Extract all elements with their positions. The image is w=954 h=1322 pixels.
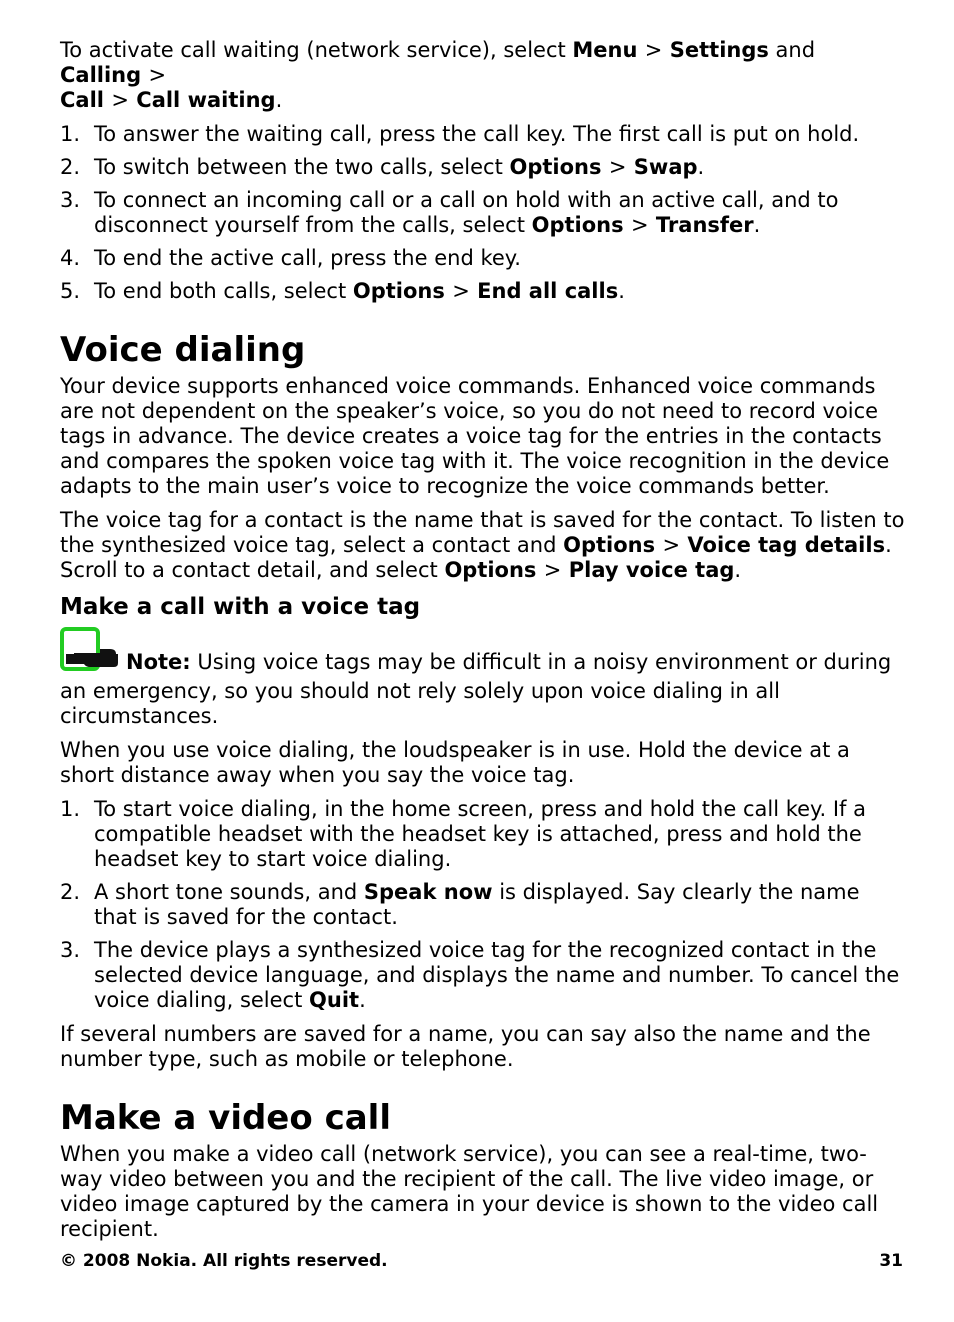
menu-separator: > — [662, 533, 681, 557]
step-number: 2. — [60, 155, 81, 179]
options-term: Options — [563, 533, 656, 557]
copyright: © 2008 Nokia. All rights reserved. — [60, 1251, 388, 1271]
play-voice-tag-term: Play voice tag — [568, 558, 735, 582]
list-item — [60, 246, 906, 271]
menu-separator: > — [148, 63, 167, 87]
voice-dialing-heading: Voice dialing — [60, 330, 306, 370]
list-item — [60, 279, 906, 304]
period: . — [618, 279, 625, 303]
period: . — [753, 213, 761, 237]
paragraph-text: . Scroll to a contact detail, and select — [60, 533, 892, 582]
intro-text: To activate call waiting (network service), select — [60, 38, 573, 62]
menu-separator: > — [543, 558, 562, 582]
step-text: To answer the waiting call, press the call key. The first call is put on hold. — [94, 122, 860, 146]
call-term: Call — [60, 88, 104, 112]
step-number: 1. — [60, 797, 81, 821]
period: . — [697, 155, 705, 179]
call-waiting-intro — [60, 38, 906, 113]
voice-dialing-steps — [60, 797, 906, 1013]
video-call-heading: Make a video call — [60, 1098, 391, 1138]
and-text: and — [768, 38, 816, 62]
note-text: Using voice tags may be difficult in a noisy environment or during an emergency, so you should not rely solely upon voice dialing in all circumstances. — [60, 650, 892, 728]
step-text: To start voice dialing, in the home screen, press and hold the call key. If a compatible headset with the headset key is attached, press and hold the headset key to start voice dialing. — [94, 797, 866, 871]
quit-term: Quit — [309, 988, 360, 1012]
swap-term: Swap — [633, 155, 698, 179]
step-text: To switch between the two calls, select — [94, 155, 510, 179]
page-footer — [60, 1249, 903, 1274]
note-hand-icon-graphic — [60, 627, 122, 673]
menu-separator: > — [111, 88, 129, 112]
voice-tag-paragraph — [60, 508, 906, 583]
step-text: is displayed. Say clearly the name that is saved for the contact. — [94, 880, 860, 929]
list-item — [60, 188, 906, 238]
menu-separator: > — [644, 38, 663, 62]
step-text: The device plays a synthesized voice tag for the recognized contact in the selected device language, and displays the name and number. To cancel the voice dialing, select — [94, 938, 900, 1012]
note-hand-icon — [60, 627, 122, 679]
menu-separator: > — [452, 279, 470, 303]
step-number: 1. — [60, 122, 81, 146]
video-call-paragraph: When you make a video call (network service), you can see a real-time, two-way video between you and the recipient of the call. The live video image, or video image captured by the camera in your device is shown to the video call recipient. — [60, 1142, 879, 1241]
loudspeaker-paragraph: When you use voice dialing, the loudspeaker is in use. Hold the device at a short distance away when you say the voice tag. — [60, 738, 850, 787]
list-item — [60, 880, 906, 930]
transfer-term: Transfer — [655, 213, 754, 237]
step-text: To connect an incoming call or a call on hold with an active call, and to disconnect yourself from the calls, select — [94, 188, 839, 237]
period: . — [275, 88, 283, 112]
period: . — [359, 988, 366, 1012]
voice-dialing-paragraph: Your device supports enhanced voice commands. Enhanced voice commands are not dependent on the speaker’s voice, so you do not need to record voice tags in advance. The device creates a voice tag for the entries in the contacts and compares the spoken voice tag with it. The voice recognition in the device adapts to the main user’s voice to recognize the voice commands better. — [60, 374, 890, 498]
calling-term: Calling — [60, 63, 142, 87]
call-waiting-term: Call waiting — [136, 88, 276, 112]
step-number: 3. — [60, 188, 81, 212]
manual-page — [60, 38, 906, 1251]
step-text: To end the active call, press the end key. — [94, 246, 521, 270]
list-item — [60, 938, 906, 1013]
note-block — [60, 627, 906, 729]
step-number: 3. — [60, 938, 81, 962]
step-text: A short tone sounds, and — [94, 880, 364, 904]
page-number: 31 — [879, 1251, 903, 1271]
options-term: Options — [352, 279, 445, 303]
list-item — [60, 797, 906, 872]
step-number: 5. — [60, 279, 81, 303]
menu-separator: > — [608, 155, 627, 179]
settings-term: Settings — [669, 38, 769, 62]
menu-term: Menu — [572, 38, 638, 62]
voice-tag-subheading: Make a call with a voice tag — [60, 594, 421, 620]
options-term: Options — [444, 558, 537, 582]
period: . — [734, 558, 742, 582]
voice-tag-details-term: Voice tag details — [687, 533, 886, 557]
speak-now-term: Speak now — [363, 880, 493, 904]
options-term: Options — [531, 213, 624, 237]
step-text: To end both calls, select — [94, 279, 353, 303]
end-all-calls-term: End all calls — [477, 279, 619, 303]
list-item — [60, 155, 906, 180]
step-number: 2. — [60, 880, 81, 904]
menu-separator: > — [630, 213, 649, 237]
list-item — [60, 122, 906, 147]
note-label: Note: — [126, 650, 191, 674]
paragraph-text: The voice tag for a contact is the name that is saved for the contact. To listen to the synthesized voice tag, select a contact and — [60, 508, 905, 557]
step-number: 4. — [60, 246, 81, 270]
options-term: Options — [509, 155, 602, 179]
number-type-paragraph: If several numbers are saved for a name, you can say also the name and the number type, such as mobile or telephone. — [60, 1022, 871, 1071]
call-waiting-steps — [60, 122, 906, 304]
